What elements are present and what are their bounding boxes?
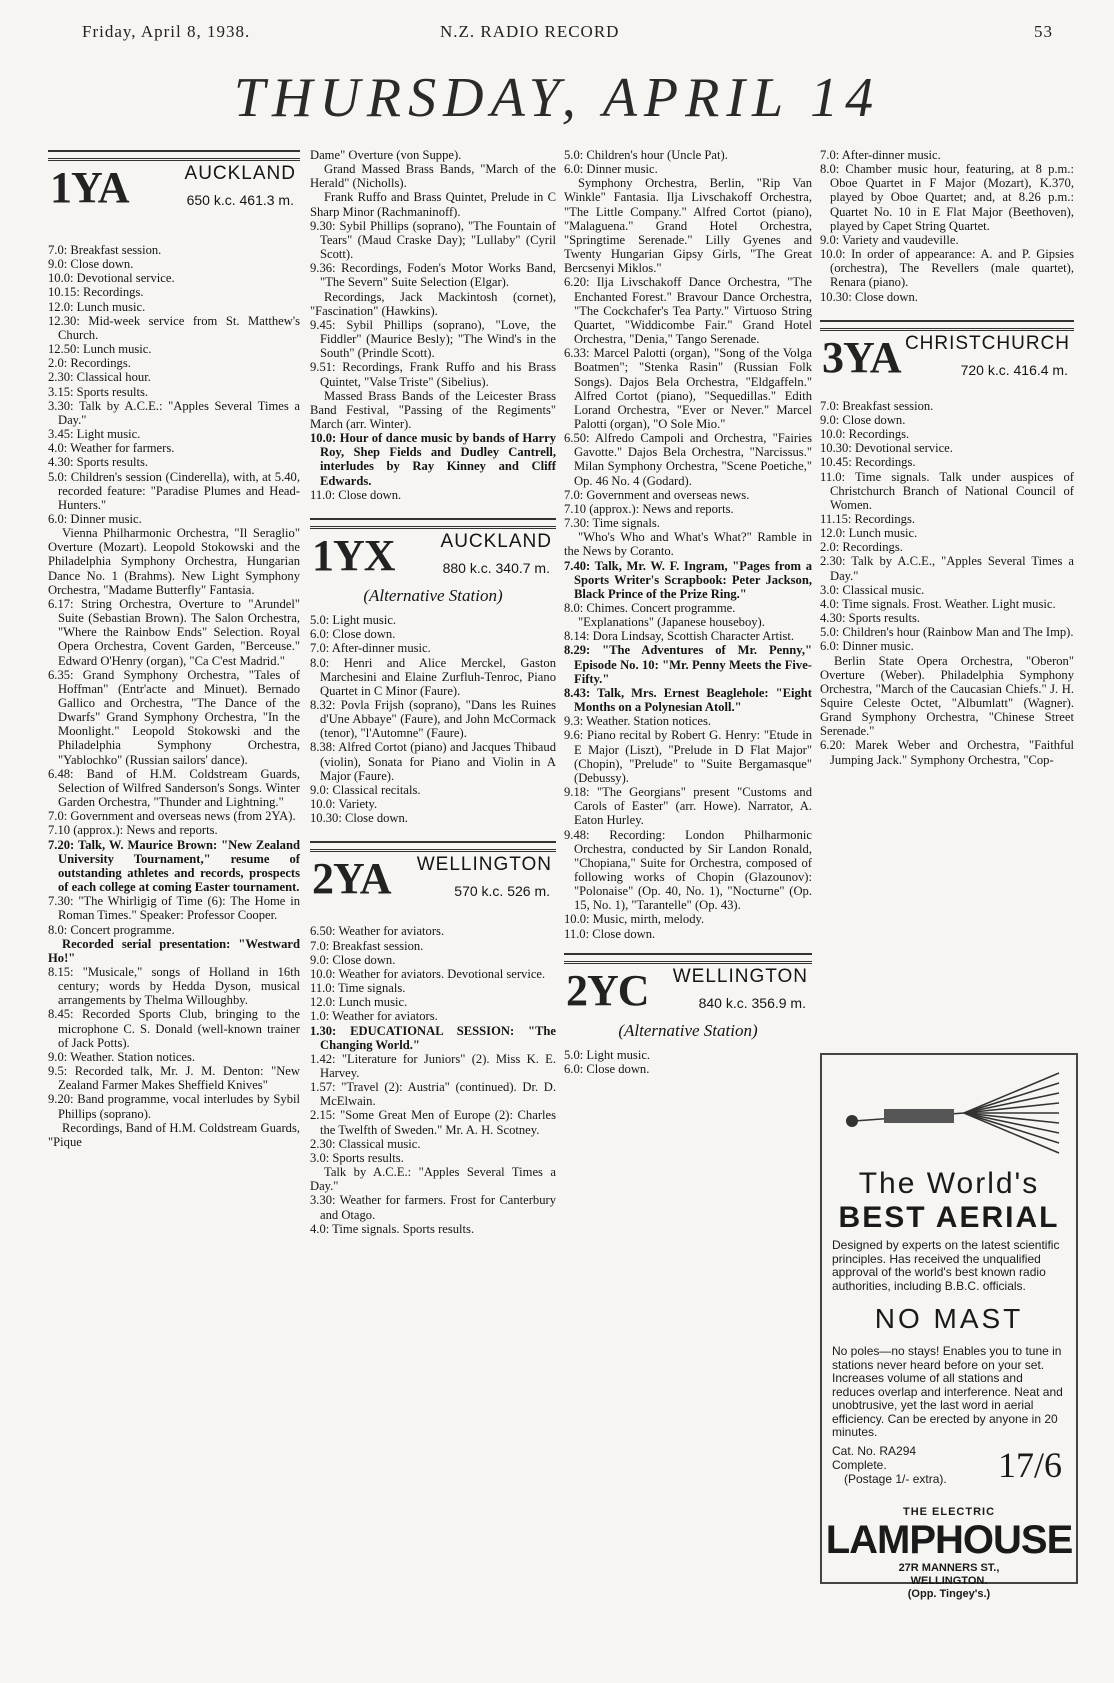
ad-text: Designed by experts on the latest scientific principles. Has received the unqualified approval of the world's best known radio authorities, including B.B.C. officials. [832, 1238, 1060, 1293]
list-item: 12.0: Lunch music. [48, 299, 146, 314]
station-city: AUCKLAND [184, 163, 296, 184]
list-item: 9.0: Variety and vaudeville. [820, 232, 959, 247]
list-item: 7.20: Talk, W. Maurice Brown: "New Zealand University Tournament," resume of outstanding athletes and records, prospects of each college at coming Easter tournament. [48, 837, 300, 895]
list-item: 9.30: Sybil Phillips (soprano), "The Fountain of Tears" (Maud Craske Day); "Lullaby" (Cyril Scott). [310, 218, 556, 262]
list-item: 9.0: Close down. [48, 257, 134, 272]
list-item: 10.15: Recordings. [48, 285, 144, 300]
list-item: 8.0: Henri and Alice Merckel, Gaston Marchesini and Elaine Zurfluh-Tenroc, Piano Quartet in C Minor (Faure). [310, 655, 556, 698]
list-item: 8.29: "The Adventures of Mr. Penny," Episode No. 10: "Mr. Penny Meets the Five-Fifty." [564, 643, 812, 686]
list-item: 3.0: Sports results. [310, 1150, 404, 1165]
list-item: 4.30: Sports results. [820, 611, 921, 626]
list-item: 12.0: Lunch music. [310, 995, 408, 1010]
page-number: 53 [1034, 22, 1053, 41]
list-item: 11.0: Close down. [310, 487, 402, 502]
ad-price-row [822, 1444, 1076, 1490]
price: 17/6 [997, 1444, 1062, 1485]
ad-address: (Opp. Tingey's.) [907, 1587, 991, 1600]
list-item: 11.0: Time signals. [310, 981, 406, 996]
station-call: 2YC [566, 965, 649, 1015]
list-item: 7.0: Breakfast session. [48, 243, 162, 257]
station-header-3ya [820, 332, 1074, 385]
list-item: 8.0: Chimes. Concert programme. [564, 601, 736, 615]
list-item: 11.0: Close down. [564, 926, 656, 941]
list-item-detail: Recordings, Jack Mackintosh (cornet), "Fascination" (Hawkins). [310, 289, 556, 318]
list-item: 7.10 (approx.): News and reports. [564, 501, 734, 516]
complete-label: Complete. [832, 1457, 887, 1472]
list-item: 8.38: Alfred Cortot (piano) and Jacques Thibaud (violin), Sonata for Piano and Violin in A Major (Faure). [310, 740, 556, 783]
list-item: 7.40: Talk, Mr. W. F. Ingram, "Pages from a Sports Writer's Scrapbook: Peter Jackson, Black Prince of the Prize Ring." [564, 558, 812, 601]
list-item: 10.0: In order of appearance: A. and P. Gipsies (orchestra), The Revellers (male quartet), Renara (piano). [820, 247, 1074, 290]
list-item-detail: Massed Brass Bands of the Leicester Brass Band Festival, "Passing of the Regiments" March (arr. Winter). [310, 388, 556, 431]
list-item: 8.43: Talk, Mrs. Ernest Beaglehole: "Eight Months on a Polynesian Atoll." [564, 685, 812, 715]
column-3 [564, 148, 812, 1076]
list-item-detail: Berlin State Opera Orchestra, "Oberon" Overture (Weber). Philadelphia Symphony Orchestra, "March of the Caucasian Chiefs." J. H. Squire Celeste Octet, "Albumlatt" (Wagner). Grand Symphony Orchestra, "Chinese Street Serenade." [820, 653, 1074, 739]
list-item: 10.0: Hour of dance music by bands of Harry Roy, Shep Fields and Dudley Cantrell, interludes by Ray Kinney and Cliff Edwards. [310, 431, 556, 488]
divider [310, 518, 556, 520]
station-city: CHRISTCHURCH [904, 332, 1070, 354]
station-header-1ya [48, 165, 300, 215]
list-item: 9.0: Close down. [310, 952, 396, 967]
station-city: WELLINGTON [672, 965, 808, 987]
list-item: 6.0: Dinner music. [48, 511, 142, 526]
list-item: 4.30: Sports results. [48, 455, 149, 470]
list-item: 11.15: Recordings. [820, 511, 916, 526]
list-item: 8.0: Chamber music hour, featuring, at 8 p.m.: Oboe Quartet in F Major (Mozart), K.370, played by Oboe Quartet; and, at 8.26 p.m.: Quartet No. 10 in E Flat Major (Beethoven), played by Capet String Quartet. [820, 162, 1074, 233]
station-call: 1YX [312, 530, 395, 580]
list-item: 2.30: Classical hour. [48, 370, 151, 385]
postage-note: (Postage 1/- extra). [844, 1471, 947, 1486]
list-item: 9.6: Piano recital by Robert G. Henry: "Etude in E Major (Liszt), "Prelude in D Flat Major" (Chopin), "Prelude" to "Suite Bergamasque" (Debussy). [564, 728, 812, 785]
list-item: 7.30: "The Whirligig of Time (6): The Home in Roman Times." Speaker: Professor Cooper. [48, 894, 300, 923]
list-item: 12.30: Mid-week service from St. Matthew's Church. [48, 313, 300, 342]
list-item: 6.0: Dinner music. [564, 162, 658, 177]
list-item: 6.33: Marcel Palotti (organ), "Song of the Volga Boatmen"; "Stenka Rasin" (Russian Folk Songs). Dajos Bela Orchestra, "Eldgaffeln." Alfred Cortot (piano), "Sequedillas." Edith Lorand Orchestra, "Ever or Never." Marcel Palotti (organ), "O Sole Mio." [564, 346, 812, 431]
list-item: 7.0: Government and overseas news. [564, 487, 750, 502]
list-item: 9.45: Sybil Phillips (soprano), "Love, the Fiddler" (Maurice Besly); "The Wind's in the South" (Prindle Scott). [310, 317, 556, 361]
station-header-2ya [310, 856, 556, 906]
list-item-detail: Talk by A.C.E.: "Apples Several Times a Day." [310, 1165, 556, 1194]
ad-company-prefix: THE ELECTRIC [902, 1505, 996, 1518]
list-item: 12.50: Lunch music. [48, 342, 152, 357]
list-item: 10.30: Close down. [310, 811, 408, 826]
station-frequency: 650 k.c. 461.3 m. [186, 192, 294, 208]
list-item: 8.45: Recorded Sports Club, bringing to the microphone C. S. Donald (well-known trainer of Jack Potts). [48, 1007, 300, 1050]
divider [820, 328, 1074, 331]
list-item: 9.20: Band programme, vocal interludes by Sybil Phillips (soprano). [48, 1092, 300, 1121]
list-item: 8.14: Dora Lindsay, Scottish Character Artist. [564, 629, 795, 644]
list-item-detail: "Who's Who and What's What?" Ramble in the News by Coranto. [564, 530, 812, 559]
divider [310, 841, 556, 843]
list-item: 10.0: Weather for aviators. Devotional service. [310, 966, 546, 981]
programme-list-1ya [48, 243, 300, 1149]
station-subtitle: (Alternative Station) [618, 1020, 758, 1040]
page-title: THURSDAY, APRIL 14 [233, 67, 881, 129]
list-item: 10.0: Devotional service. [48, 271, 175, 286]
list-item: 9.36: Recordings, Foden's Motor Works Band, "The Severn" Suite Selection (Elgar). [310, 261, 556, 290]
list-item-detail: Grand Massed Brass Bands, "March of the Herald" (Nicholls). [310, 162, 556, 191]
station-header-1yx [310, 530, 556, 583]
list-item: 5.0: Children's hour (Rainbow Man and The Imp). [820, 625, 1074, 640]
list-item: 9.18: "The Georgians" present "Customs and Carols of Easter" (arr. Howe). Narrator, A. Eaton Hurley. [564, 785, 812, 828]
list-item: 9.0: Close down. [820, 412, 906, 427]
ad-headline: The World's [858, 1167, 1040, 1200]
list-item: 8.15: "Musicale," songs of Holland in 16th century; words by Hedda Dyson, musical arrangements by Thelma Willoughby. [48, 964, 300, 1008]
list-item: 4.0: Time signals. Frost. Weather. Light music. [820, 596, 1056, 611]
list-item: 7.0: Breakfast session. [310, 938, 424, 953]
divider [820, 320, 1074, 322]
catalogue-number: Cat. No. RA294 [832, 1443, 917, 1458]
ad-address: 27R MANNERS ST., [898, 1561, 1000, 1574]
column-4 [820, 148, 1074, 767]
station-subtitle: (Alternative Station) [363, 585, 503, 605]
list-item: 3.30: Talk by A.C.E.: "Apples Several Times a Day." [48, 398, 300, 427]
list-item: 9.3: Weather. Station notices. [564, 714, 712, 729]
column-2 [310, 148, 556, 1236]
list-item: 7.10 (approx.): News and reports. [48, 823, 218, 838]
station-frequency: 720 k.c. 416.4 m. [960, 361, 1068, 378]
list-item: 8.0: Concert programme. [48, 922, 175, 937]
list-item: 9.0: Weather. Station notices. [48, 1049, 196, 1064]
list-item: 3.0: Classical music. [820, 582, 925, 597]
list-item: 1.57: "Travel (2): Austria" (continued). Dr. D. McElwain. [310, 1080, 556, 1109]
station-call: 3YA [822, 332, 901, 382]
ad-subheading: NO MAST [874, 1303, 1024, 1334]
list-item: 7.0: Government and overseas news (from 2YA). [48, 809, 296, 824]
station-call: 1YA [50, 163, 129, 212]
ad-company-name: LAMPHOUSE [825, 1517, 1073, 1562]
list-item: 10.0: Variety. [310, 797, 378, 812]
list-item: 7.0: After-dinner music. [310, 641, 431, 656]
list-item: 3.15: Sports results. [48, 384, 149, 399]
list-item-detail: Recordings, Band of H.M. Coldstream Guards, "Pique [48, 1120, 300, 1149]
programme-list-1yx [310, 613, 556, 825]
list-item: 6.35: Grand Symphony Orchestra, "Tales of Hoffman" (Entr'acte and Minuet). Bernado Gallico and Orchestra, "The Dance of the Dwarfs" Grand Symphony Orchestra, "In the Moonlight." Leopold Stokowski and the Philadelphia Symphony Orchestra, "Yablochko" (Russian sailors' dance). [48, 667, 300, 767]
divider [310, 849, 556, 852]
station-frequency: 570 k.c. 526 m. [454, 883, 550, 900]
list-item: 6.17: String Orchestra, Overture to "Arundel" Suite (Sebastian Brown). The Salon Orchestra, "Where the Rainbow Ends" Selection. Royal Opera Orchestra, Covent Garden, "Berceuse." Edward O'Henry (organ), "Ca C'est Madrid." [48, 596, 300, 668]
list-item: 6.50: Alfredo Campoli and Orchestra, "Fairies Gavotte." Dajos Bela Orchestra, "Narcissus." Milan Symphony Orchestra, "Scene Poetiche," Op. 46 No. 4 (Godard). [564, 431, 812, 488]
list-item: 3.45: Light music. [48, 427, 141, 442]
station-frequency: 840 k.c. 356.9 m. [698, 994, 806, 1011]
list-item: 1.42: "Literature for Juniors" (2). Miss K. E. Harvey. [310, 1051, 556, 1080]
list-item: 1.30: EDUCATIONAL SESSION: "The Changing World." [310, 1023, 556, 1052]
list-item: 9.0: Classical recitals. [310, 782, 421, 797]
list-item: 6.20: Marek Weber and Orchestra, "Faithful Jumping Jack." Symphony Orchestra, "Cop- [820, 738, 1074, 767]
list-item: 10.45: Recordings. [820, 455, 916, 470]
list-item: 6.48: Band of H.M. Coldstream Guards, Selection of Wilfred Sanderson's Songs. Winter Garden Orchestra, "Thunder and Lightning." [48, 766, 300, 810]
list-item: 10.0: Recordings. [820, 427, 910, 442]
list-item: 4.0: Weather for farmers. [48, 441, 175, 456]
list-item: 2.15: "Some Great Men of Europe (2): Charles the Twelfth of Sweden." Mr. A. H. Scotney. [310, 1108, 556, 1137]
list-item: 2.0: Recordings. [820, 540, 903, 555]
list-item: 9.51: Recordings, Frank Ruffo and his Brass Quintet, "Valse Triste" (Sibelius). [310, 360, 556, 389]
divider [48, 158, 300, 161]
list-item: 5.0: Children's session (Cinderella), with, at 5.40, recorded feature: "Paradise Plumes and Head-Hunters." [48, 469, 300, 512]
list-item: 5.0: Light music. [310, 613, 397, 628]
list-item: 5.0: Children's hour (Uncle Pat). [564, 148, 728, 162]
list-item: 11.0: Time signals. Talk under auspices of Christchurch Branch of National Council of Women. [820, 469, 1074, 512]
list-item: 4.0: Time signals. Sports results. [310, 1221, 475, 1236]
list-item-detail: Vienna Philharmonic Orchestra, "Il Seraglio" Overture (Mozart). Leopold Stokowski and the Philadelphia Symphony Orchestra, Hungarian Dance No. 1 (Brahms). New Light Symphony Orchestra, "Madame Butterfly" Fantasia. [48, 526, 300, 597]
list-item: 10.30: Close down. [820, 289, 918, 304]
list-item: 10.0: Music, mirth, melody. [564, 912, 705, 927]
publication-name: N.Z. RADIO RECORD [440, 22, 620, 41]
list-item: 7.0: Breakfast session. [820, 398, 934, 413]
list-item-detail: Recorded serial presentation: "Westward Ho!" [48, 936, 300, 965]
list-item: 10.30: Devotional service. [820, 441, 953, 456]
list-item: 9.48: Recording: London Philharmonic Orchestra, conducted by Sir Landon Ronald, "Chopiana," Suite for Orchestra, composed of following works of Chopin (Glazounov): "Polonaise" (Op. 40, No. 1), "Nocturne" (Op. 15, No. 1), "Tarantelle" (Op. 43). [564, 827, 812, 913]
list-item: 6.0: Dinner music. [820, 639, 914, 654]
aerial-illustration [824, 1061, 1074, 1161]
list-item: 9.5: Recorded talk, Mr. J. M. Denton: "New Zealand Farmer Makes Sheffield Knives" [48, 1064, 300, 1093]
list-item: 6.50: Weather for aviators. [310, 924, 445, 939]
list-item-detail: Frank Ruffo and Brass Quintet, Prelude in C Sharp Minor (Rachmaninoff). [310, 190, 556, 219]
list-item: 12.0: Lunch music. [820, 526, 918, 541]
list-item: 1.0: Weather for aviators. [310, 1009, 438, 1024]
ad-headline-2: BEST AERIAL [838, 1201, 1060, 1234]
list-item-detail: Dame" Overture (von Suppe). [310, 148, 462, 162]
column-1 [48, 148, 300, 1149]
programme-list-3ya [820, 399, 1074, 767]
divider [564, 961, 812, 964]
station-frequency: 880 k.c. 340.7 m. [442, 559, 550, 576]
list-item: 6.20: Ilja Livschakoff Dance Orchestra, "The Enchanted Forest." Bravour Dance Orchestra, "The Cockchafer's Tea Party." Virtuoso String Quartet, "Widdicombe Fair." Grand Hotel Orchestra, "Denia," Tango Serenade. [564, 275, 812, 347]
list-item: 2.30: Talk by A.C.E., "Apples Several Times a Day." [820, 554, 1074, 583]
list-item-detail: "Explanations" (Japanese houseboy). [578, 615, 765, 630]
divider [48, 150, 300, 152]
list-item: 6.0: Close down. [564, 1062, 650, 1077]
ad-address: WELLINGTON. [910, 1574, 988, 1587]
list-item: 8.32: Povla Frijsh (soprano), "Dans les Ruines d'Une Abbaye" (Faure), and John McCormack (tenor), "l'Automne" (Faure). [310, 698, 556, 741]
station-city: AUCKLAND [440, 530, 552, 552]
divider [310, 526, 556, 529]
issue-date: Friday, April 8, 1938. [82, 22, 251, 41]
station-city: WELLINGTON [416, 854, 552, 876]
advertisement [820, 1053, 1078, 1600]
list-item: 2.0: Recordings. [48, 356, 131, 371]
ad-text: No poles—no stays! Enables you to tune in stations never heard before on your set. Increases volume of all stations and reduces overlap and interference. Neat and unobtrusive, yet the last word in aerial efficiency. Can be erected by anyone in 20 minutes. [832, 1344, 1063, 1439]
list-item: 7.0: After-dinner music. [820, 148, 941, 162]
list-item-detail: Symphony Orchestra, Berlin, "Rip Van Winkle" Fantasia. Ilja Livschakoff Orchestra, "The Little Company." Alfred Cortot (piano), "Malaguena." Grand Hotel Orchestra, "Springtime Serenade." Lilly Gyenes and Twenty Hungarian Gipsy Girls, "The Great Bercsenyi Miklos." [564, 176, 812, 276]
station-header-2yc [564, 965, 812, 1018]
list-item: 2.30: Classical music. [310, 1136, 421, 1151]
list-item: 6.0: Close down. [310, 627, 396, 642]
station-call: 2YA [312, 854, 391, 904]
list-item: 3.30: Weather for farmers. Frost for Canterbury and Otago. [310, 1193, 556, 1222]
list-item: 5.0: Light music. [564, 1047, 651, 1062]
list-item: 7.30: Time signals. [564, 516, 660, 531]
programme-list-2ya [310, 924, 556, 1235]
divider [564, 953, 812, 955]
